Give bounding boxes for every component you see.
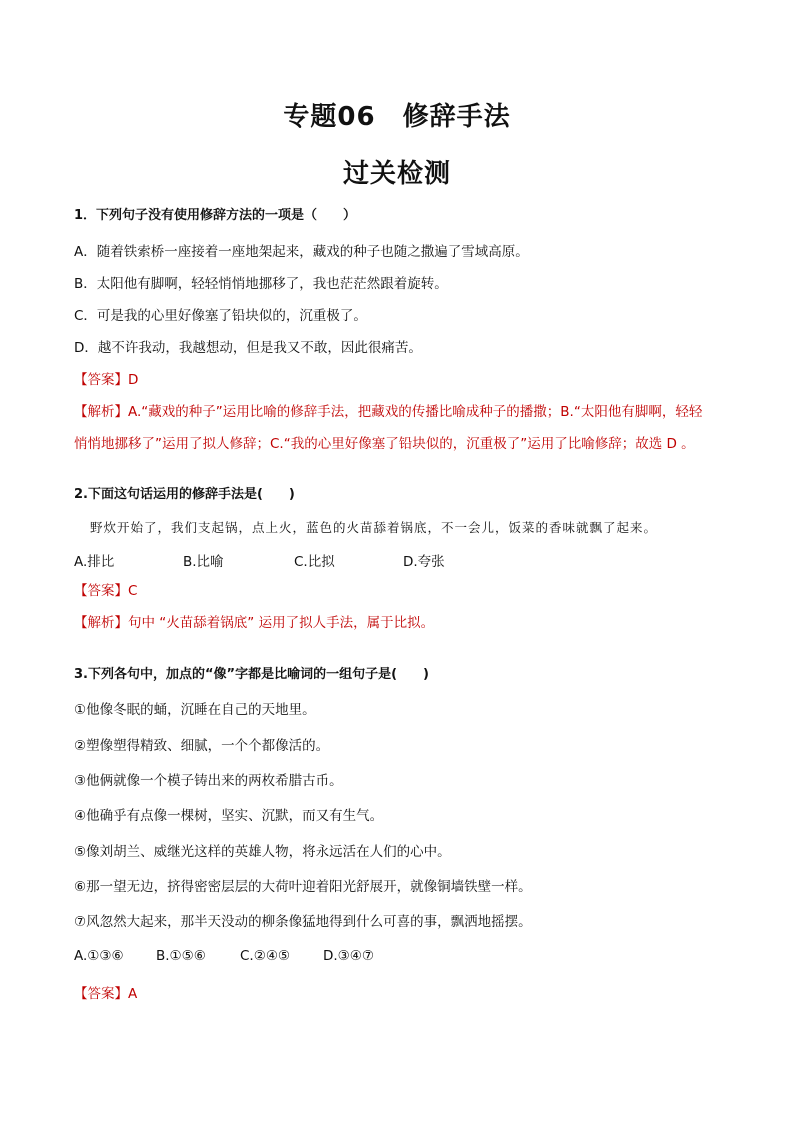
question-3-item: ①他像冬眠的蛹，沉睡在自己的天地里。 bbox=[74, 702, 316, 718]
answer-value: A bbox=[128, 986, 138, 1002]
answer-label: 【答案】 bbox=[74, 583, 128, 599]
question-2-option-d: D.夸张 bbox=[403, 554, 445, 570]
question-3-item: ⑤像刘胡兰、威继光这样的英雄人物，将永远活在人们的心中。 bbox=[74, 844, 451, 860]
explanation-label: 【解析】 bbox=[74, 615, 128, 631]
question-2-passage: 野炊开始了，我们支起锅，点上火，蓝色的火苗舔着锅底，不一会儿，饭菜的香味就飘了起来。 bbox=[90, 520, 658, 535]
explanation-text: 句中 “火苗舔着锅底” 运用了拟人手法，属于比拟。 bbox=[128, 615, 435, 631]
answer-label: 【答案】 bbox=[74, 986, 128, 1002]
explanation-text: A.“藏戏的种子”运用比喻的修辞手法，把藏戏的传播比喻成种子的播撒；B.“太阳他有脚啊，轻轻 bbox=[128, 404, 703, 420]
question-3-item: ⑥那一望无边，挤得密密层层的大荷叶迎着阳光舒展开，就像铜墙铁壁一样。 bbox=[74, 879, 532, 895]
question-3-item: ③他俩就像一个模子铸出来的两枚希腊古币。 bbox=[74, 773, 343, 789]
question-3-item: ④他确乎有点像一棵树，坚实、沉默，而又有生气。 bbox=[74, 808, 384, 824]
answer-value: D bbox=[128, 372, 139, 388]
question-3-item: ②塑像塑得精致、细腻，一个个都像活的。 bbox=[74, 738, 330, 754]
question-2-stem: 2.下面这句话运用的修辞手法是( ) bbox=[74, 487, 295, 502]
question-1-option-a: A．随着铁索桥一座接着一座地架起来，藏戏的种子也随之撒遍了雪域高原。 bbox=[74, 244, 529, 260]
page-title: 专题06 修辞手法 bbox=[283, 102, 511, 132]
question-1-explanation-cont: 悄悄地挪移了”运用了拟人修辞；C.“我的心里好像塞了铅块似的，沉重极了”运用了比喻修辞；故选 D 。 bbox=[74, 436, 695, 452]
question-3-item: ⑦风忽然大起来，那半天没动的柳条像猛地得到什么可喜的事，飘洒地摇摆。 bbox=[74, 914, 532, 930]
question-2-option-a: A.排比 bbox=[74, 554, 115, 570]
question-2-answer bbox=[74, 581, 137, 601]
page-subtitle: 过关检测 bbox=[342, 159, 451, 189]
question-3-option-b: B.①⑤⑥ bbox=[156, 948, 206, 964]
answer-value: C bbox=[128, 583, 138, 599]
explanation-label: 【解析】 bbox=[74, 404, 128, 420]
question-2-explanation bbox=[74, 613, 434, 633]
question-3-answer bbox=[74, 984, 137, 1004]
question-1-explanation bbox=[74, 402, 702, 422]
question-2-option-c: C.比拟 bbox=[294, 554, 335, 570]
question-2-option-b: B.比喻 bbox=[183, 554, 224, 570]
question-1-option-b: B．太阳他有脚啊，轻轻悄悄地挪移了，我也茫茫然跟着旋转。 bbox=[74, 276, 448, 292]
question-3-stem: 3.下列各句中，加点的“像”字都是比喻词的一组句子是( ) bbox=[74, 667, 429, 682]
question-3-option-a: A.①③⑥ bbox=[74, 948, 124, 964]
question-1-answer bbox=[74, 370, 138, 390]
question-1-option-d: D．越不许我动，我越想动，但是我又不敢，因此很痛苦。 bbox=[74, 340, 422, 356]
question-3-option-d: D.③④⑦ bbox=[323, 948, 374, 964]
answer-label: 【答案】 bbox=[74, 372, 128, 388]
question-1-option-c: C．可是我的心里好像塞了铅块似的，沉重极了。 bbox=[74, 308, 367, 324]
question-1-stem: 1．下列句子没有使用修辞方法的一项是（ ） bbox=[74, 208, 357, 223]
question-3-option-c: C.②④⑤ bbox=[240, 948, 291, 964]
